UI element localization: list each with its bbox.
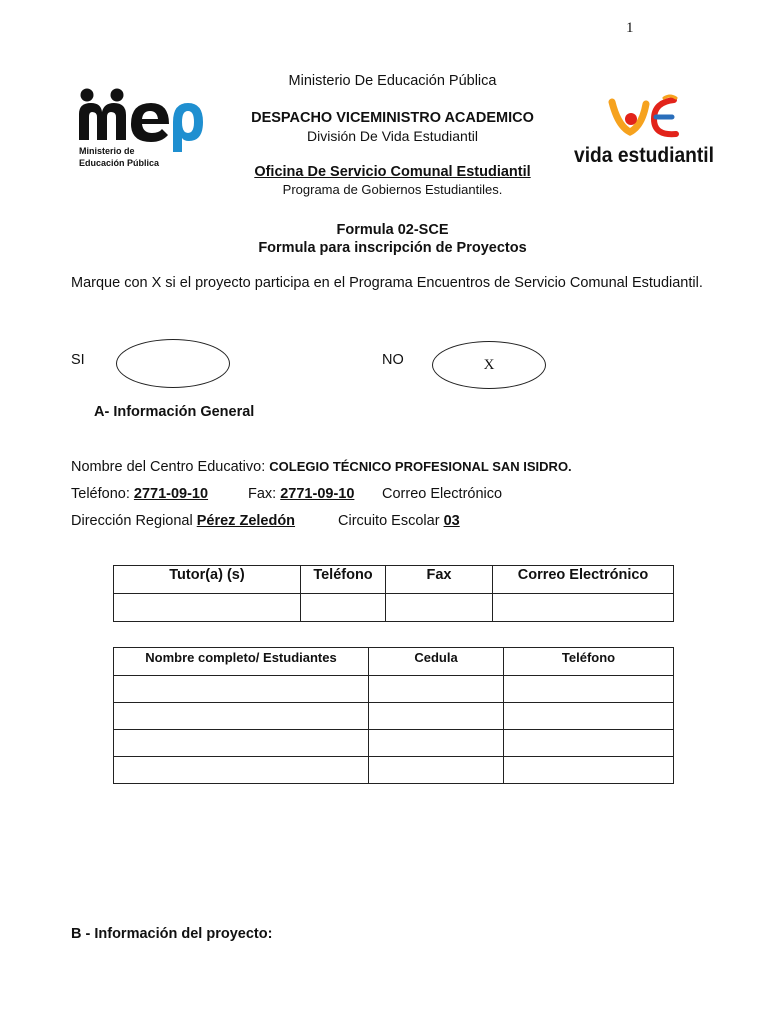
tutor-telefono-cell[interactable]: [301, 594, 386, 622]
fax-value: 2771-09-10: [280, 486, 355, 502]
centro-value: COLEGIO TÉCNICO PROFESIONAL SAN ISIDRO.: [269, 459, 572, 474]
student-nombre-cell[interactable]: [114, 757, 369, 784]
table-row: [114, 730, 674, 757]
no-label: NO: [382, 352, 404, 368]
telefono-value: 2771-09-10: [133, 486, 209, 502]
fax-label: Fax:: [248, 486, 281, 502]
student-cedula-cell[interactable]: [369, 676, 504, 703]
student-cedula-cell[interactable]: [369, 703, 504, 730]
telefono-line: [71, 486, 208, 502]
circuito-label: Circuito Escolar: [338, 513, 444, 529]
student-table: [113, 647, 674, 784]
form-title: Formula para inscripción de Proyectos: [258, 240, 527, 256]
vida-estudiantil-logo: [572, 92, 718, 170]
student-table-header-row: [114, 648, 674, 676]
mep-logo-graphic: [77, 88, 205, 172]
student-telefono-cell[interactable]: [504, 730, 674, 757]
student-header-nombre: Nombre completo/ Estudiantes: [114, 648, 369, 676]
student-telefono-cell[interactable]: [504, 703, 674, 730]
telefono-label: Teléfono:: [71, 486, 134, 502]
vida-estudiantil-logo-graphic: [572, 92, 718, 170]
student-nombre-cell[interactable]: [114, 730, 369, 757]
mep-logo-line2: Educación Pública: [79, 158, 160, 168]
circuito-value: 03: [443, 513, 460, 529]
student-cedula-cell[interactable]: [369, 730, 504, 757]
student-nombre-cell[interactable]: [114, 703, 369, 730]
student-header-telefono: Teléfono: [504, 648, 674, 676]
programa-heading: Programa de Gobiernos Estudiantiles.: [282, 182, 503, 197]
ministry-heading: Ministerio De Educación Pública: [288, 73, 497, 89]
correo-label: Correo Electrónico: [382, 486, 503, 502]
form-code: Formula 02-SCE: [336, 222, 449, 238]
tutor-header-telefono: Teléfono: [301, 566, 386, 594]
student-cedula-cell[interactable]: [369, 757, 504, 784]
no-oval-value: X: [483, 357, 495, 373]
mep-logo-line1: Ministerio de: [79, 146, 135, 156]
table-row: [114, 703, 674, 730]
centro-educativo-line: [71, 459, 572, 475]
direccion-label: Dirección Regional: [71, 513, 197, 529]
table-row: [114, 594, 674, 622]
table-row: [114, 676, 674, 703]
tutor-table: [113, 565, 674, 622]
fax-line: [248, 486, 354, 502]
tutor-header-tutor: Tutor(a) (s): [114, 566, 301, 594]
direccion-value: Pérez Zeledón: [196, 513, 296, 529]
si-oval-field[interactable]: [116, 339, 230, 388]
centro-label: Nombre del Centro Educativo:: [71, 459, 270, 475]
si-label: SI: [71, 352, 85, 368]
section-a-heading: A- Información General: [94, 404, 255, 420]
page-number: 1: [626, 20, 634, 36]
student-header-cedula: Cedula: [369, 648, 504, 676]
direccion-line: [71, 513, 295, 529]
mep-logo: [77, 88, 205, 172]
vida-logo-text: vida estudiantil: [574, 144, 714, 167]
tutor-correo-cell[interactable]: [493, 594, 674, 622]
student-telefono-cell[interactable]: [504, 676, 674, 703]
despacho-heading: DESPACHO VICEMINISTRO ACADEMICO: [251, 110, 534, 126]
section-b-heading: B - Información del proyecto:: [71, 926, 273, 942]
oficina-heading: Oficina De Servicio Comunal Estudiantil: [254, 164, 531, 180]
circuito-line: [338, 513, 460, 529]
student-telefono-cell[interactable]: [504, 757, 674, 784]
student-nombre-cell[interactable]: [114, 676, 369, 703]
division-heading: División De Vida Estudiantil: [307, 128, 478, 144]
tutor-cell[interactable]: [114, 594, 301, 622]
tutor-header-fax: Fax: [386, 566, 493, 594]
table-row: [114, 757, 674, 784]
tutor-table-header-row: [114, 566, 674, 594]
tutor-header-correo: Correo Electrónico: [493, 566, 674, 594]
form-instruction: Marque con X si el proyecto participa en el Programa Encuentros de Servicio Comunal Estudiantil.: [71, 275, 703, 291]
tutor-fax-cell[interactable]: [386, 594, 493, 622]
no-oval-field[interactable]: [432, 341, 546, 389]
